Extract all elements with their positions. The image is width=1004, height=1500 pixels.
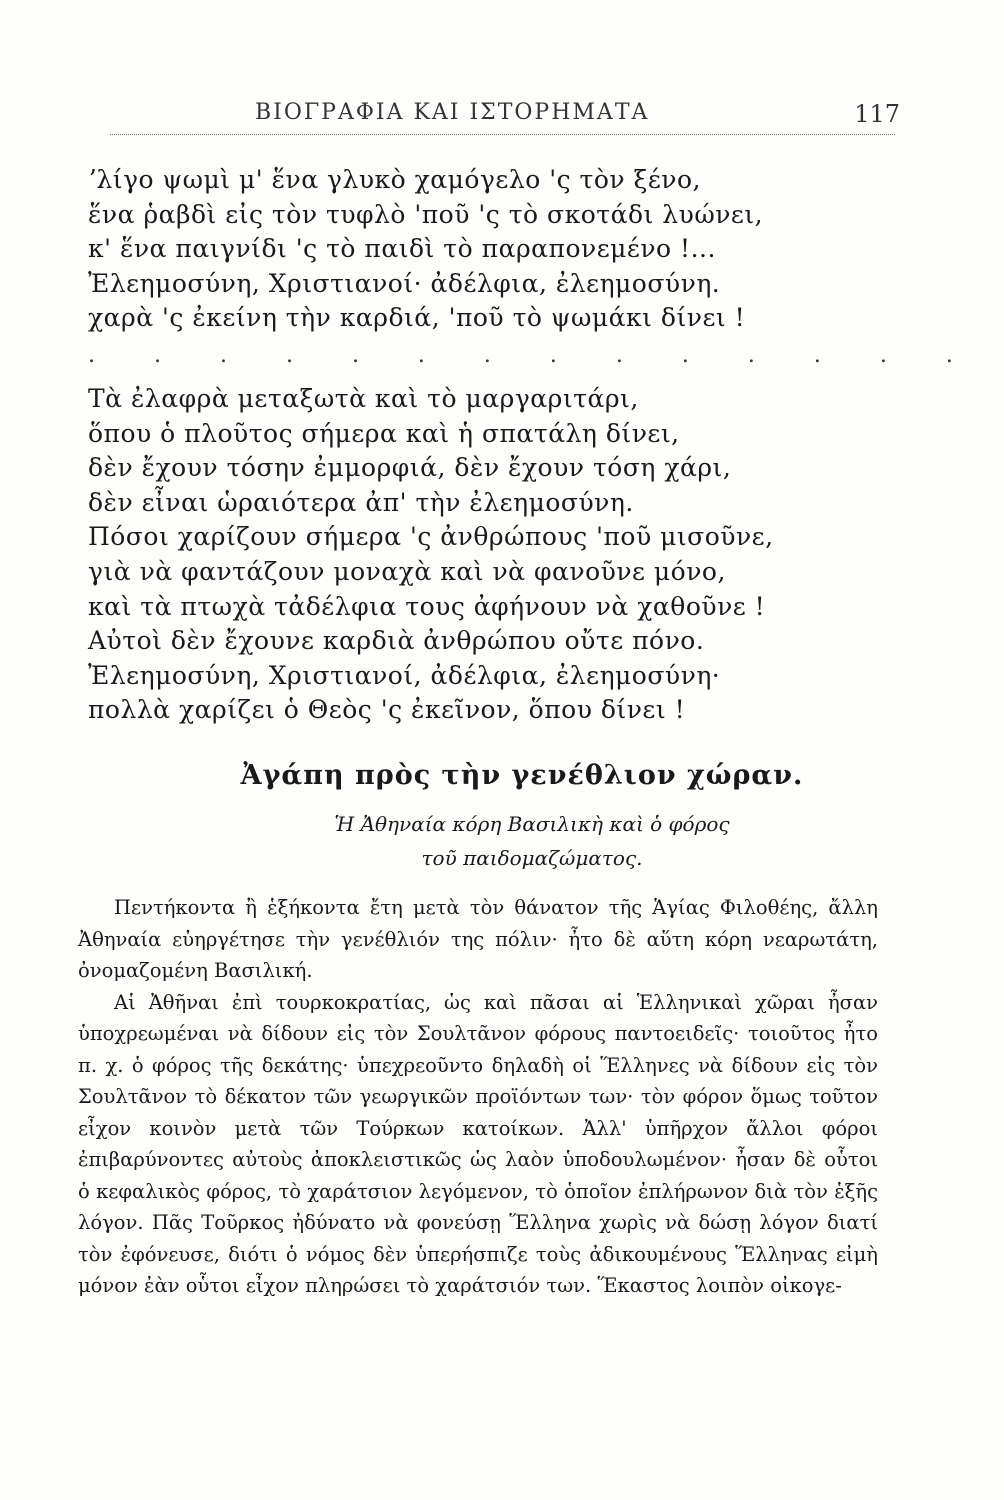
poem-line: Ἐλεημοσύνη, Χριστιανοί· ἀδέλφια, ἐλεημοσύνη.: [88, 268, 721, 298]
poem-stanza-2: [88, 382, 908, 728]
section-subtitle: Ἡ Ἀθηναία κόρη Βασιλικὴ καὶ ὁ φόρος: [334, 812, 730, 836]
poem-line: ὅπου ὁ πλοῦτος σήμερα καὶ ἡ σπατάλη δίνει,: [88, 418, 680, 448]
stanza-separator: . . . . . . . . . . . . . .: [88, 342, 979, 368]
poem-line: κ' ἕνα παιγνίδι 'ς τὸ παιδὶ τὸ παραπονεμένο !...: [88, 234, 716, 264]
poem-line: γιὰ νὰ φαντάζουν μοναχὰ καὶ νὰ φανοῦνε μόνο,: [88, 556, 726, 586]
paragraph: Πεντήκοντα ἢ ἑξήκοντα ἔτη μετὰ τὸν θάνατον τῆς Ἁγίας Φιλοθέης, ἄλλη Ἀθηναία εὐηργέτησε τὴν γενέθλιόν της πόλιν· ἦτο δὲ αὕτη κόρη νεαρωτάτη, ὀνομαζομένη Βασιλική.: [78, 896, 878, 982]
poem-stanza-1: [88, 163, 979, 376]
poem-line: Πόσοι χαρίζουν σήμερα 'ς ἀνθρώπους 'ποῦ μισοῦνε,: [88, 522, 774, 552]
header-rule: [110, 134, 895, 135]
poem-line: δὲν εἶναι ὡραιότερα ἀπ' τὴν ἐλεημοσύνη.: [88, 487, 634, 517]
poem-line: ἕνα ῥαβδὶ εἰς τὸν τυφλὸ 'ποῦ 'ς τὸ σκοτάδι λυώνει,: [88, 199, 764, 229]
poem-line: δὲν ἔχουν τόσην ἐμμορφιά, δὲν ἔχουν τόση χάρι,: [88, 453, 732, 483]
poem-line: καὶ τὰ πτωχὰ τἀδέλφια τους ἀφήνουν νὰ χαθοῦνε !: [88, 591, 766, 621]
poem-line: χαρὰ 'ς ἐκείνη τὴν καρδιά, 'ποῦ τὸ ψωμάκι δίνει !: [88, 303, 746, 333]
poem-line: πολλὰ χαρίζει ὁ Θεὸς 'ς ἐκεῖνον, ὅπου δίνει !: [88, 695, 686, 725]
poem-line: Τὰ ἐλαφρὰ μεταξωτὰ καὶ τὸ μαργαριτάρι,: [88, 384, 639, 413]
poem-line: Ἐλεημοσύνη, Χριστιανοί, ἀδέλφια, ἐλεημοσύνη·: [88, 660, 721, 690]
poem-line: Αὐτοὶ δὲν ἔχουνε καρδιὰ ἀνθρώπου οὔτε πόνο.: [88, 626, 705, 656]
paragraph: Αἱ Ἀθῆναι ἐπὶ τουρκοκρατίας, ὡς καὶ πᾶσαι αἱ Ἑλληνικαὶ χῶραι ἦσαν ὑποχρεωμέναι νὰ δίδουν εἰς τὸν Σουλτᾶνον φόρους παντοειδεῖς· τοιοῦτος ἦτο π. χ. ὁ φόρος τῆς δεκάτης· ὑπεχρεοῦντο δηλαδὴ οἱ Ἕλληνες νὰ δίδουν εἰς τὸν Σουλτᾶνον τὸ δέκατον τῶν γεωργικῶν προϊόντων των· τὸν φόρον ὅμως τοῦτον εἶχον κοινὸν μετὰ τῶν Τούρκων κατοίκων. Ἀλλ' ὑπῆρχον ἄλλοι φόροι ἐπιβαρύνοντες αὐτοὺς ἀποκλειστικῶς ὡς λαὸν ὑποδουλωμένον· ἦσαν δὲ οὗτοι ὁ κεφαλικὸς φόρος, τὸ χαράτσιον λεγόμενον, τὸ ὁποῖον ἐπλήρωνον διὰ τὸν ἑξῆς λόγον. Πᾶς Τοῦρκος ἠδύνατο νὰ φονεύσῃ Ἕλληνα χωρὶς νὰ δώσῃ λόγον διατί τὸν ἐφόνευσε, διότι ὁ νόμος δὲν ὑπερήσπιζε τοὺς ἀδικουμένους Ἕλληνας εἰμὴ μόνον ἐὰν οὗτοι εἶχον πληρώσει τὸ χαράτσιόν των. Ἕκαστος λοιπὸν οἰκογε-: [78, 990, 878, 1297]
section-subtitle: τοῦ παιδομαζώματος.: [421, 846, 643, 870]
running-header: [110, 92, 900, 136]
section-title: Ἀγάπη πρὸς τὴν γενέθλιον χώραν.: [240, 760, 804, 791]
page-number: 117: [854, 100, 900, 128]
poem-line: ʼλίγο ψωμὶ μ' ἕνα γλυκὸ χαμόγελο 'ς τὸν ξένο,: [88, 165, 701, 194]
running-title: ΒΙΟΓΡΑΦΙΑ ΚΑΙ ΙΣΤΟΡΗΜΑΤΑ: [255, 100, 650, 125]
prose-body: [78, 892, 878, 1302]
